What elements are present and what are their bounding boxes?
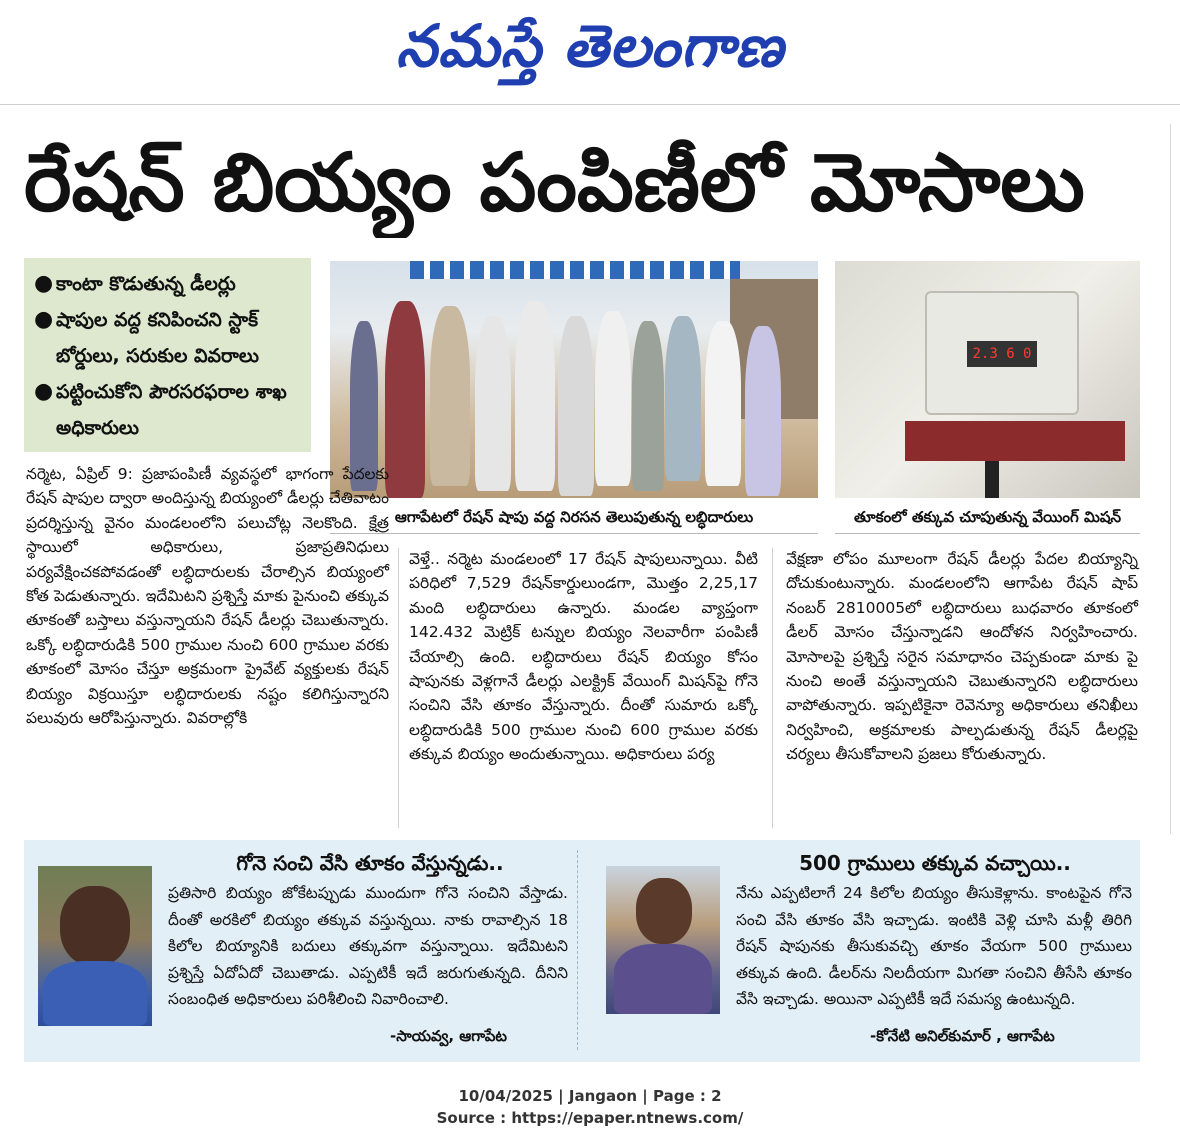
testimonial-title: 500 గ్రాములు తక్కువ వచ్చాయి.. — [799, 851, 1071, 875]
highlight-text: షాపుల వద్ద కనిపించని స్టాక్ బోర్డులు, సరుకుల వివరాలు — [56, 309, 259, 367]
protest-photo — [330, 261, 818, 498]
weighing-machine-photo — [835, 261, 1140, 498]
scale-stand — [905, 421, 1125, 461]
edition-info: 10/04/2025 | Jangaon | Page : 2 — [458, 1087, 722, 1105]
highlight-item — [30, 302, 305, 374]
bullet-icon: ● — [34, 271, 54, 296]
article-paragraph: వెళ్తే.. నర్మెట మండలంలో 17 రేషన్ షాపులున్నాయి. వీటి పరిధిలో 7,529 రేషన్‌కార్డులుండగా, మొత్తం 2,25,17 మంది లబ్ధిదారులు ఉన్నారు. మండల వ్యాప్తంగా 142.432 మెట్రిక్ టన్నుల బియ్యం నెలవారీగా పంపిణీ చేయాల్సి ఉంది. లబ్ధిదారులు రేషన్ బియ్యం కోసం షాపునకు వెళ్లగానే డీలర్లు ఎలక్ట్రిక్ వేయింగ్ మిషన్‌పై గోనె సంచిని వేసి తూకం వేస్తున్నారు. దీంతో సుమారు ఒక్కో లబ్ధిదారుడికి 500 గ్రాముల నుంచి 600 గ్రాముల వరకు తక్కువ బియ్యం అందుతున్నాయి. అధికారులు పర్య — [409, 550, 758, 764]
scale-pole — [985, 461, 999, 498]
shop-awning — [410, 261, 740, 279]
column-divider — [398, 548, 399, 828]
woman-portrait-photo — [38, 866, 152, 1026]
article-column-1 — [26, 462, 389, 730]
man-portrait-photo — [606, 866, 720, 1014]
column-divider — [772, 548, 773, 828]
weighing-machine — [925, 291, 1079, 415]
highlights-box — [24, 258, 311, 452]
article-column-3 — [786, 547, 1138, 767]
article-paragraph: నర్మెట, ఏప్రిల్ 9: ప్రజాపంపిణీ వ్యవస్థలో భాగంగా పేదలకు రేషన్ షాపుల ద్వారా అందిస్తున్న బియ్యంలో డీలర్లు చేతివాటం ప్రదర్శిస్తున్న వైనం మండలంలోని పలుచోట్ల నెలకొంది. క్షేత్ర స్థాయిలో అధికారులు, ప్రజాప్రతినిధులు పర్యవేక్షించకపోవడంతో లబ్ధిదారులకు చేరాల్సిన బియ్యంలో కోత పెడుతున్నారు. ఇదేమిటని ప్రశ్నిస్తే మాకు పైనుంచి తక్కువ తూకంతో బస్తాలు వస్తున్నాయని రేషన్ డీలర్లు చెబుతున్నారు. ఒక్కో లబ్ధిదారుడికి 500 గ్రాముల నుంచి 600 గ్రాముల వరకు తూకంలో మోసం చేస్తూ అక్రమంగా ప్రైవేట్ వ్యక్తులకు రేషన్ బియ్యం విక్రయిస్తూ లబ్ధిదారులకు నష్టం కలిగిస్తున్నారని పలువురు ఆరోపిస్తున్నారు. వివరాల్లోకి — [26, 465, 389, 728]
scale-photo-caption: తూకంలో తక్కువ చూపుతున్న వేయింగ్ మిషన్ — [853, 508, 1122, 526]
caption-rule — [835, 533, 1140, 534]
testimonial-signature: -కోనేటి అనిల్‌కుమార్ , ఆగాపేట — [870, 1027, 1055, 1045]
bullet-icon: ● — [34, 379, 54, 404]
masthead-divider — [0, 104, 1180, 105]
testimonial-signature: -సాయవ్వ, ఆగాపేట — [390, 1027, 507, 1045]
testimonial-body: నేను ఎప్పటిలాగే 24 కిలోల బియ్యం తీసుకెళ్లాను. కాంటపైన గోనె సంచి వేసి తూకం వేసి ఇచ్చాడు. ఇంటికి వెళ్లి చూసి మళ్లీ తిరిగి రేషన్ షాపునకు తీసుకువచ్చి తూకం వేయగా 500 గ్రాములు తక్కువ ఉంది. డీలర్‌ను నిలదీయగా మిగతా సంచిని తీసేసి తూకం వేసి ఇచ్చాడు. అయినా ఎప్పటికీ ఇదే సమస్య ఉంటున్నది. — [736, 884, 1132, 1008]
caption-rule — [330, 533, 818, 534]
protest-photo-caption: ఆగాపేటలో రేషన్ షాపు వద్ద నిరసన తెలుపుతున్న లబ్ధిదారులు — [394, 508, 754, 526]
source-link[interactable]: Source : https://epaper.ntnews.com/ — [436, 1109, 744, 1127]
page-edge-rule — [1170, 124, 1171, 834]
testimonial-body: ప్రతిసారి బియ్యం జోకేటప్పుడు ముందుగా గోనె సంచిని వేస్తాడు. దీంతో అరకిలో బియ్యం తక్కువ వస్తున్నయి. నాకు రావాల్సిన 18 కిలోల బియ్యానికి బదులు తక్కువగా వస్తున్నాయి. ఇదేమిటని ప్రశ్నిస్తే ఏదోఏదో చెబుతాడు. ఎప్పటికీ ఇదే జరుగుతున్నది. దీనిని సంబంధిత అధికారులు పరిశీలించి నివారించాలి. — [168, 884, 568, 1008]
article-headline: రేషన్ బియ్యం పంపిణీలో మోసాలు — [24, 136, 1085, 229]
scale-display: 2.3 6 0 — [967, 341, 1037, 367]
bullet-icon: ● — [34, 307, 54, 332]
newspaper-logo[interactable]: నమస్తే తెలంగాణ — [396, 12, 784, 80]
masthead — [0, 0, 1180, 100]
testimonial-divider — [577, 850, 578, 1050]
article-column-2 — [409, 547, 758, 767]
highlight-text: పట్టించుకోని పౌరసరఫరాల శాఖ అధికారులు — [56, 381, 287, 439]
highlight-item — [30, 266, 305, 302]
highlight-text: కాంటా కొడుతున్న డీలర్లు — [56, 273, 236, 295]
article-paragraph: వేక్షణా లోపం మూలంగా రేషన్ డీలర్లు పేదల బియ్యాన్ని దోచుకుంటున్నారు. మండలంలోని ఆగాపేట రేషన్ షాప్ నంబర్ 2810005లో లబ్ధిదారులు బుధవారం తూకంలో డీలర్ మోసం చేస్తున్నాడని ఆందోళన నిర్వహించారు. మోసాలపై ప్రశ్నిస్తే సరైన సమాధానం చెప్పకుండా మాకు పై నుంచి అంతే వస్తున్నాయని చెబుతున్నారని లబ్ధిదారులు వాపోతున్నారు. ఇప్పటికైనా రెవెన్యూ అధికారులు తనిఖీలు నిర్వహించి, అక్రమాలకు పాల్పడుతున్న రేషన్ డీలర్లపై చర్యలు తీసుకోవాలని ప్రజలు కోరుతున్నారు. — [786, 550, 1138, 764]
testimonial-title: గోనె సంచి వేసి తూకం వేస్తున్నడు.. — [236, 851, 504, 875]
highlight-item — [30, 374, 305, 446]
